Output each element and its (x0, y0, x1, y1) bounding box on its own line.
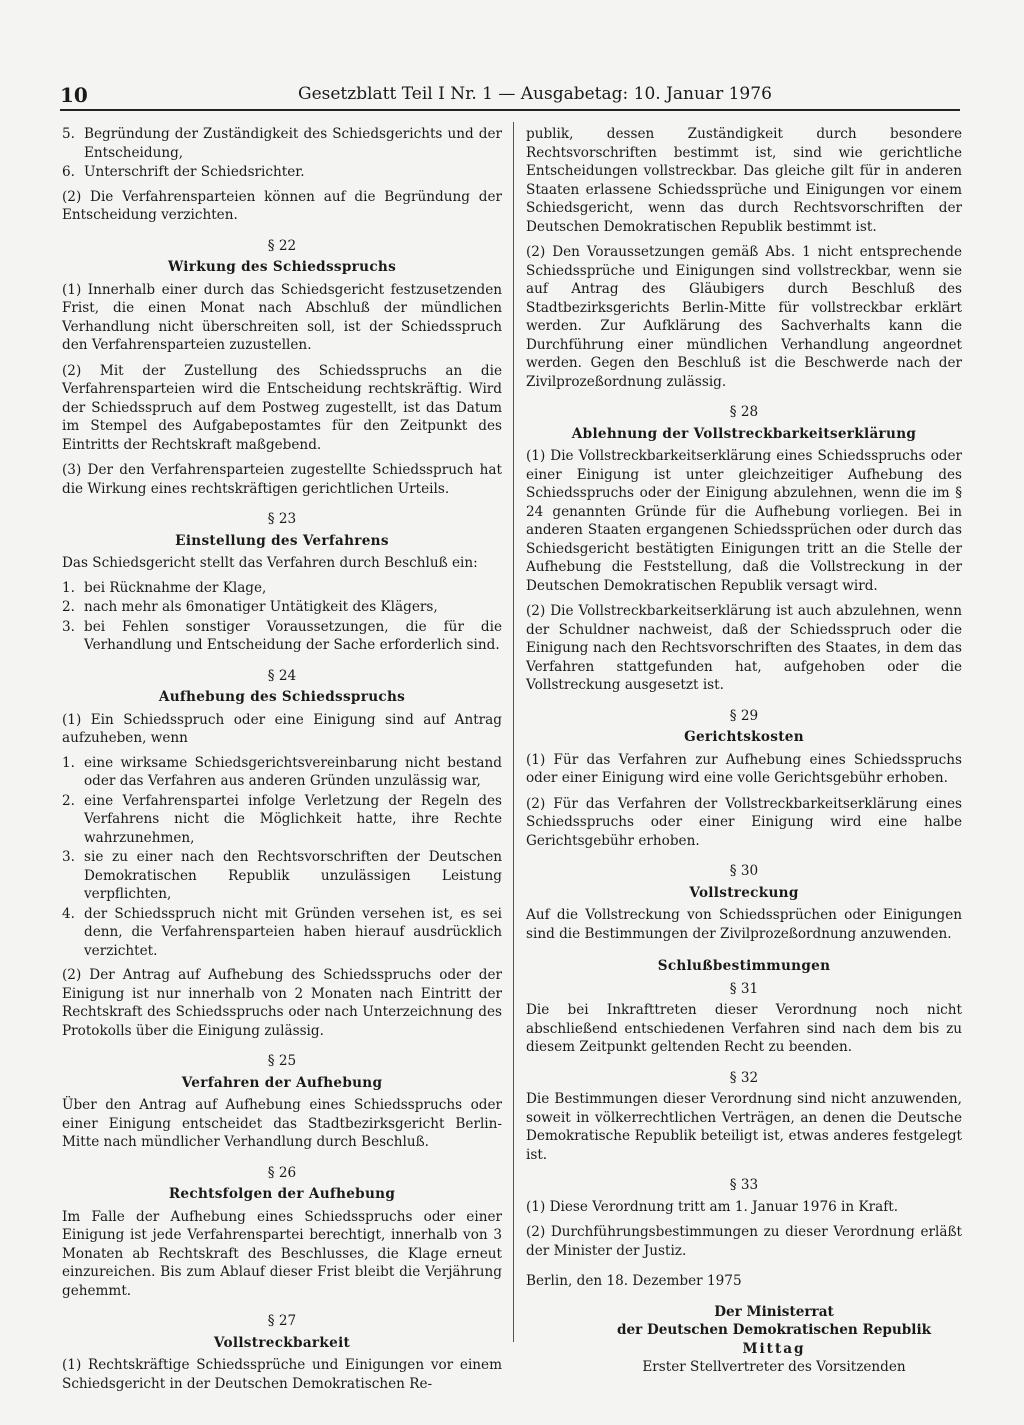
paragraph: (1) Die Vollstreckbarkeitserklärung eines Schiedsspruchs oder einer Einigung ist unter gleichzeitiger Aufhebung des Schiedsspruchs oder der Einigung abzulehnen, wenn die im § 24 genannten Gründe für die Aufhebung vorliegen. Bei in anderen Staaten ergangenen Schiedssprüchen oder durch das Schiedsgericht bestätigten Einigungen tritt an die Stelle der Aufhebung die Feststellung, daß die Vollstreckung in der Deutschen Demokratischen Republik versagt wird. (526, 448, 962, 594)
right-column (526, 125, 962, 1377)
section-title-26: Rechtsfolgen der Aufhebung (168, 1186, 396, 1202)
list-item: 1. eine wirksame Schiedsgerichtsvereinbarung nicht bestand oder das Verfahren aus anderen Gründen unzulässig war, (62, 754, 502, 789)
list-item: 2. nach mehr als 6monatiger Untätigkeit des Klägers, (62, 599, 438, 615)
section-number-30: § 30 (729, 863, 759, 879)
paragraph: (1) Ein Schiedsspruch oder eine Einigung sind auf Antrag aufzuheben, wenn (62, 711, 502, 746)
list-item: 4. der Schiedsspruch nicht mit Gründen versehen ist, es sei denn, die Verfahrensparteien haben hierauf ausdrücklich verzichtet. (62, 905, 502, 959)
paragraph: (2) Mit der Zustellung des Schiedsspruchs an die Verfahrensparteien wird die Entscheidung rechtskräftig. Wird der Schiedsspruch auf dem Postweg zugestellt, ist das Datum im Stempel des Aufgabepostamtes für den Zeitpunkt des Eintritts der Rechtskraft maßgebend. (62, 362, 502, 453)
section-number-32: § 32 (729, 1069, 759, 1086)
paragraph: (1) Für das Verfahren zur Aufhebung eines Schiedsspruchs oder einer Einigung wird eine volle Gerichtsgebühr erhoben. (526, 751, 962, 786)
paragraph: (2) Für das Verfahren der Vollstreckbarkeitserklärung eines Schiedsspruchs oder einer Einigung wird eine halbe Gerichtsgebühr erhoben. (526, 795, 962, 849)
page-number: 10 (60, 83, 88, 107)
section-title-24: Aufhebung des Schiedsspruchs (158, 689, 406, 705)
section-number-27: § 27 (267, 1313, 297, 1329)
list-item: 1. bei Rücknahme der Klage, (62, 579, 267, 596)
section-title-22: Wirkung des Schiedsspruchs (167, 259, 397, 275)
section-number-28: § 28 (729, 404, 759, 420)
section-title-25: Verfahren der Aufhebung (181, 1074, 383, 1091)
signature-line-2: der Deutschen Demokratischen Republik (616, 1322, 932, 1338)
paragraph: (2) Der Antrag auf Aufhebung des Schiedsspruchs oder der Einigung ist nur innerhalb von 2 Monaten nach Eintritt der Rechtskraft des Schiedsspruchs oder nach Unterzeichnung des Protokolls über die Einigung zulässig. (62, 967, 502, 1039)
intro-list (62, 125, 502, 182)
paragraph: (1) Diese Verordnung tritt am 1. Januar 1976 in Kraft. (526, 1198, 899, 1215)
list-item: 5. Begründung der Zuständigkeit des Schiedsgerichts und der Entscheidung, (62, 126, 502, 161)
section-title-29: Gerichtskosten (684, 729, 804, 745)
gazette-title: Gesetzblatt Teil I Nr. 1 — Ausgabetag: 10. Januar 1976 (298, 84, 772, 104)
page-header (60, 83, 960, 111)
paragraph: Über den Antrag auf Aufhebung eines Schiedsspruchs oder einer Einigung entscheidet das Stadtbezirksgericht Berlin-Mitte nach mündlicher Verhandlung durch Beschluß. (62, 1097, 502, 1150)
paragraph: Die bei Inkrafttreten dieser Verordnung noch nicht abschließend entschiedenen Verfahren sind nach dem bis zu diesem Zeitpunkt geltenden Recht zu beenden. (526, 1002, 962, 1055)
signatory-role: Erster Stellvertreter des Vorsitzenden (642, 1359, 906, 1375)
section-24-list (62, 754, 502, 961)
section-number-26: § 26 (267, 1164, 297, 1181)
section-number-33: § 33 (729, 1177, 759, 1193)
section-number-24: § 24 (267, 667, 297, 684)
paragraph: Die Bestimmungen dieser Verordnung sind nicht anzuwenden, soweit in völkerrechtlichen Verträgen, an denen die Deutsche Demokratische Republik beteiligt ist, etwas anderes festgelegt ist. (526, 1091, 962, 1163)
paragraph: Das Schiedsgericht stellt das Verfahren durch Beschluß ein: (62, 555, 478, 571)
place-date: Berlin, den 18. Dezember 1975 (526, 1273, 742, 1289)
paragraph: (3) Der den Verfahrensparteien zugestellte Schiedsspruch hat die Wirkung eines rechtskräftigen gerichtlichen Urteils. (62, 462, 502, 497)
list-item: 2. eine Verfahrenspartei infolge Verletzung der Regeln des Verfahrens nicht die Möglichkeit hatte, ihre Rechte wahrzunehmen, (62, 792, 502, 846)
signatory-name: Mittag (742, 1340, 806, 1357)
paragraph: (1) Rechtskräftige Schiedssprüche und Einigungen vor einem Schiedsgericht in der Deutschen Demokratischen Re- (62, 1357, 502, 1392)
paragraph: Auf die Vollstreckung von Schiedssprüchen oder Einigungen sind die Bestimmungen der Zivilprozeßordnung anzuwenden. (526, 907, 962, 942)
paragraph: (2) Die Vollstreckbarkeitserklärung ist auch abzulehnen, wenn der Schuldner nachweist, daß der Schiedsspruch oder die Einigung nach den Rechtsvorschriften des Staates, in dem das Verfahren stattgefunden hat, aufgehoben oder die Vollstreckung ausgesetzt ist. (526, 603, 962, 693)
list-item: 3. sie zu einer nach den Rechtsvorschriften der Deutschen Demokratischen Republik unzulässigen Leistung verpflichten, (62, 849, 502, 902)
list-item: 3. bei Fehlen sonstiger Voraussetzungen, die für die Verhandlung und Entscheidung der Sache erforderlich sind. (62, 618, 502, 653)
final-provisions-heading: Schlußbestimmungen (657, 958, 831, 974)
section-title-27: Vollstreckbarkeit (213, 1334, 351, 1351)
section-title-23: Einstellung des Verfahrens (175, 532, 389, 549)
section-number-29: § 29 (729, 707, 759, 724)
signature-block (586, 1303, 962, 1377)
paragraph: (2) Den Voraussetzungen gemäß Abs. 1 nicht entsprechende Schiedssprüche und Einigungen sind vollstreckbar, wenn sie auf Antrag des Gläubigers durch Beschluß des Stadtbezirksgerichts Berlin-Mitte für vollstreckbar erklärt werden. Zur Aufklärung des Sachverhalts kann die Durchführung einer mündlichen Verhandlung angeordnet werden. Gegen den Beschluß ist die Beschwerde nach der Zivilprozeßordnung zulässig. (526, 244, 962, 390)
paragraph: (2) Durchführungsbestimmungen zu dieser Verordnung erläßt der Minister der Justiz. (526, 1224, 962, 1259)
paragraph: (2) Die Verfahrensparteien können auf die Begründung der Entscheidung verzichten. (62, 188, 502, 223)
paragraph: Im Falle der Aufhebung eines Schiedsspruchs oder einer Einigung ist jede Verfahrenspartei berechtigt, innerhalb von 3 Monaten ab Rechtskraft des Beschlusses, die Klage erneut einzureichen. Bis zum Ablauf dieser Frist bleibt die Verjährung gehemmt. (62, 1208, 502, 1299)
column-divider (513, 122, 514, 1342)
section-number-22: § 22 (267, 237, 297, 254)
list-item: 6. Unterschrift der Schiedsrichter. (62, 164, 305, 180)
left-column (62, 125, 502, 1400)
section-title-28: Ablehnung der Vollstreckbarkeitserklärung (571, 425, 917, 442)
section-number-31: § 31 (729, 980, 759, 997)
paragraph: (1) Innerhalb einer durch das Schiedsgericht festzusetzenden Frist, die einen Monat nach Abschluß der mündlichen Verhandlung nicht überschreiten soll, ist der Schiedsspruch den Verfahrensparteien zuzustellen. (62, 281, 502, 353)
section-title-30: Vollstreckung (689, 884, 799, 901)
section-number-23: § 23 (267, 511, 297, 527)
section-number-25: § 25 (267, 1053, 297, 1069)
section-23-list (62, 579, 502, 655)
paragraph: publik, dessen Zuständigkeit durch besondere Rechtsvorschriften bestimmt ist, sind wie gerichtliche Entscheidungen vollstreckbar. Das gleiche gilt für in anderen Staaten erlassene Schiedssprüche und Einigungen vor einem Schiedsgericht, wenn das durch Rechtsvorschriften der Deutschen Demokratischen Republik bestimmt ist. (526, 126, 962, 235)
signature-line-1: Der Ministerrat (714, 1303, 834, 1320)
